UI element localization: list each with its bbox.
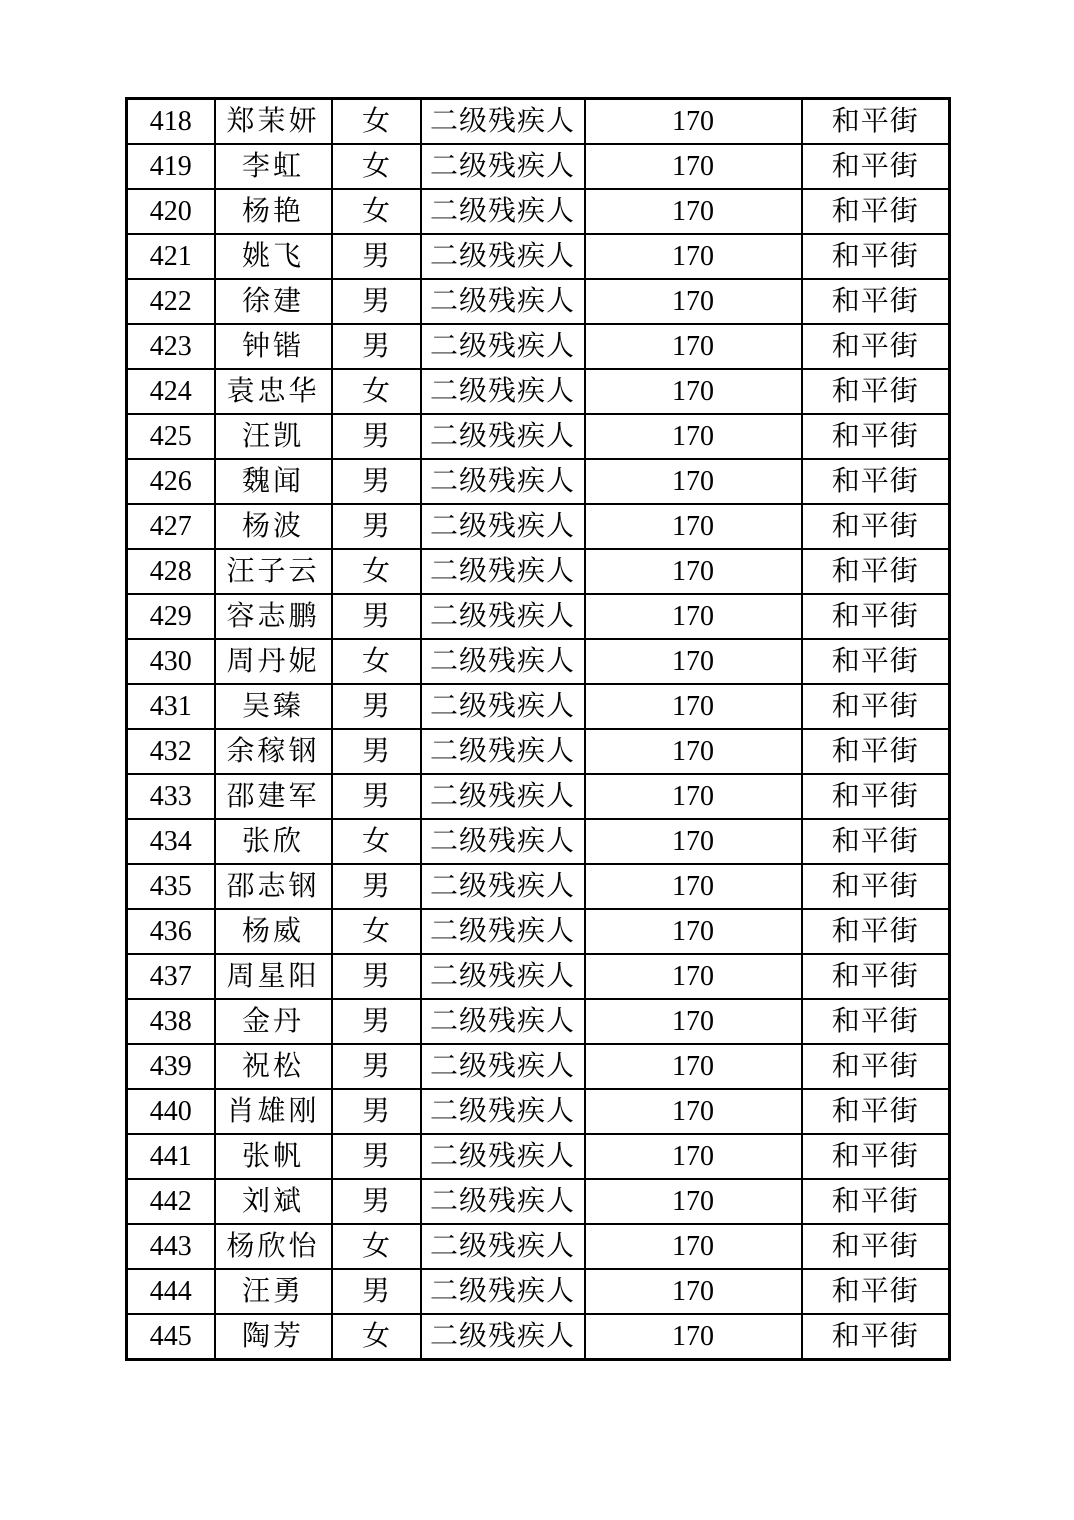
amount-cell: 170 — [585, 549, 802, 594]
category-cell: 二级残疾人 — [421, 1044, 585, 1089]
table-row — [127, 144, 950, 189]
row-number-cell: 426 — [127, 459, 215, 504]
table-row — [127, 864, 950, 909]
street-cell: 和平街 — [802, 279, 950, 324]
category-cell: 二级残疾人 — [421, 414, 585, 459]
category-cell: 二级残疾人 — [421, 1269, 585, 1314]
name-cell: 杨波 — [215, 504, 332, 549]
name-cell: 李虹 — [215, 144, 332, 189]
category-cell: 二级残疾人 — [421, 954, 585, 999]
category-cell: 二级残疾人 — [421, 144, 585, 189]
table-row — [127, 1179, 950, 1224]
category-cell: 二级残疾人 — [421, 1089, 585, 1134]
street-cell: 和平街 — [802, 189, 950, 234]
gender-cell: 男 — [332, 414, 421, 459]
amount-cell: 170 — [585, 999, 802, 1044]
row-number-cell: 439 — [127, 1044, 215, 1089]
amount-cell: 170 — [585, 594, 802, 639]
table-row — [127, 459, 950, 504]
amount-cell: 170 — [585, 1044, 802, 1089]
category-cell: 二级残疾人 — [421, 684, 585, 729]
street-cell: 和平街 — [802, 549, 950, 594]
row-number-cell: 428 — [127, 549, 215, 594]
table-row — [127, 279, 950, 324]
table-row — [127, 1224, 950, 1269]
street-cell: 和平街 — [802, 144, 950, 189]
category-cell: 二级残疾人 — [421, 639, 585, 684]
street-cell: 和平街 — [802, 594, 950, 639]
category-cell: 二级残疾人 — [421, 459, 585, 504]
name-cell: 张欣 — [215, 819, 332, 864]
row-number-cell: 430 — [127, 639, 215, 684]
table-row — [127, 999, 950, 1044]
row-number-cell: 441 — [127, 1134, 215, 1179]
street-cell: 和平街 — [802, 774, 950, 819]
gender-cell: 女 — [332, 369, 421, 414]
street-cell: 和平街 — [802, 459, 950, 504]
amount-cell: 170 — [585, 909, 802, 954]
name-cell: 汪勇 — [215, 1269, 332, 1314]
table-row — [127, 909, 950, 954]
name-cell: 金丹 — [215, 999, 332, 1044]
table-row — [127, 99, 950, 145]
gender-cell: 男 — [332, 504, 421, 549]
gender-cell: 女 — [332, 549, 421, 594]
name-cell: 杨威 — [215, 909, 332, 954]
gender-cell: 男 — [332, 1134, 421, 1179]
street-cell: 和平街 — [802, 1044, 950, 1089]
street-cell: 和平街 — [802, 864, 950, 909]
street-cell: 和平街 — [802, 369, 950, 414]
row-number-cell: 437 — [127, 954, 215, 999]
amount-cell: 170 — [585, 774, 802, 819]
category-cell: 二级残疾人 — [421, 1314, 585, 1360]
gender-cell: 男 — [332, 594, 421, 639]
row-number-cell: 420 — [127, 189, 215, 234]
category-cell: 二级残疾人 — [421, 864, 585, 909]
category-cell: 二级残疾人 — [421, 234, 585, 279]
row-number-cell: 445 — [127, 1314, 215, 1360]
amount-cell: 170 — [585, 234, 802, 279]
row-number-cell: 424 — [127, 369, 215, 414]
name-cell: 郑茉妍 — [215, 99, 332, 145]
amount-cell: 170 — [585, 369, 802, 414]
street-cell: 和平街 — [802, 954, 950, 999]
amount-cell: 170 — [585, 99, 802, 145]
gender-cell: 男 — [332, 234, 421, 279]
table-row — [127, 954, 950, 999]
category-cell: 二级残疾人 — [421, 324, 585, 369]
amount-cell: 170 — [585, 414, 802, 459]
name-cell: 魏闻 — [215, 459, 332, 504]
table-row — [127, 414, 950, 459]
street-cell: 和平街 — [802, 909, 950, 954]
row-number-cell: 422 — [127, 279, 215, 324]
name-cell: 钟锴 — [215, 324, 332, 369]
row-number-cell: 435 — [127, 864, 215, 909]
category-cell: 二级残疾人 — [421, 909, 585, 954]
name-cell: 汪子云 — [215, 549, 332, 594]
table-row — [127, 1269, 950, 1314]
name-cell: 余稼钢 — [215, 729, 332, 774]
street-cell: 和平街 — [802, 684, 950, 729]
row-number-cell: 444 — [127, 1269, 215, 1314]
amount-cell: 170 — [585, 144, 802, 189]
amount-cell: 170 — [585, 1224, 802, 1269]
gender-cell: 女 — [332, 144, 421, 189]
name-cell: 邵志钢 — [215, 864, 332, 909]
street-cell: 和平街 — [802, 234, 950, 279]
amount-cell: 170 — [585, 324, 802, 369]
street-cell: 和平街 — [802, 1134, 950, 1179]
category-cell: 二级残疾人 — [421, 549, 585, 594]
table-row — [127, 819, 950, 864]
table-body — [127, 99, 950, 1360]
gender-cell: 男 — [332, 324, 421, 369]
gender-cell: 男 — [332, 1179, 421, 1224]
table-row — [127, 774, 950, 819]
gender-cell: 女 — [332, 99, 421, 145]
row-number-cell: 438 — [127, 999, 215, 1044]
gender-cell: 男 — [332, 1269, 421, 1314]
row-number-cell: 440 — [127, 1089, 215, 1134]
amount-cell: 170 — [585, 1134, 802, 1179]
street-cell: 和平街 — [802, 99, 950, 145]
gender-cell: 男 — [332, 999, 421, 1044]
name-cell: 肖雄刚 — [215, 1089, 332, 1134]
gender-cell: 女 — [332, 189, 421, 234]
row-number-cell: 423 — [127, 324, 215, 369]
name-cell: 徐建 — [215, 279, 332, 324]
gender-cell: 女 — [332, 1224, 421, 1269]
street-cell: 和平街 — [802, 1224, 950, 1269]
table-row — [127, 504, 950, 549]
gender-cell: 女 — [332, 909, 421, 954]
table-row — [127, 1134, 950, 1179]
row-number-cell: 432 — [127, 729, 215, 774]
category-cell: 二级残疾人 — [421, 1179, 585, 1224]
street-cell: 和平街 — [802, 1269, 950, 1314]
name-cell: 杨艳 — [215, 189, 332, 234]
row-number-cell: 443 — [127, 1224, 215, 1269]
street-cell: 和平街 — [802, 999, 950, 1044]
gender-cell: 男 — [332, 1089, 421, 1134]
table-row — [127, 729, 950, 774]
gender-cell: 男 — [332, 459, 421, 504]
name-cell: 祝松 — [215, 1044, 332, 1089]
amount-cell: 170 — [585, 1314, 802, 1360]
beneficiary-table — [125, 97, 951, 1361]
name-cell: 汪凯 — [215, 414, 332, 459]
row-number-cell: 442 — [127, 1179, 215, 1224]
street-cell: 和平街 — [802, 639, 950, 684]
name-cell: 袁忠华 — [215, 369, 332, 414]
row-number-cell: 433 — [127, 774, 215, 819]
amount-cell: 170 — [585, 729, 802, 774]
table-row — [127, 1044, 950, 1089]
row-number-cell: 419 — [127, 144, 215, 189]
category-cell: 二级残疾人 — [421, 594, 585, 639]
category-cell: 二级残疾人 — [421, 819, 585, 864]
name-cell: 姚飞 — [215, 234, 332, 279]
gender-cell: 男 — [332, 729, 421, 774]
name-cell: 邵建军 — [215, 774, 332, 819]
category-cell: 二级残疾人 — [421, 504, 585, 549]
row-number-cell: 436 — [127, 909, 215, 954]
table-row — [127, 234, 950, 279]
street-cell: 和平街 — [802, 1314, 950, 1360]
row-number-cell: 427 — [127, 504, 215, 549]
gender-cell: 女 — [332, 1314, 421, 1360]
name-cell: 容志鹏 — [215, 594, 332, 639]
gender-cell: 女 — [332, 819, 421, 864]
street-cell: 和平街 — [802, 324, 950, 369]
gender-cell: 男 — [332, 684, 421, 729]
gender-cell: 男 — [332, 774, 421, 819]
category-cell: 二级残疾人 — [421, 189, 585, 234]
row-number-cell: 421 — [127, 234, 215, 279]
row-number-cell: 425 — [127, 414, 215, 459]
gender-cell: 男 — [332, 1044, 421, 1089]
amount-cell: 170 — [585, 1269, 802, 1314]
name-cell: 刘斌 — [215, 1179, 332, 1224]
gender-cell: 男 — [332, 864, 421, 909]
street-cell: 和平街 — [802, 729, 950, 774]
row-number-cell: 429 — [127, 594, 215, 639]
table-row — [127, 594, 950, 639]
category-cell: 二级残疾人 — [421, 279, 585, 324]
table-row — [127, 1089, 950, 1134]
name-cell: 吴臻 — [215, 684, 332, 729]
gender-cell: 男 — [332, 954, 421, 999]
street-cell: 和平街 — [802, 504, 950, 549]
gender-cell: 男 — [332, 279, 421, 324]
street-cell: 和平街 — [802, 819, 950, 864]
amount-cell: 170 — [585, 459, 802, 504]
row-number-cell: 434 — [127, 819, 215, 864]
row-number-cell: 418 — [127, 99, 215, 145]
amount-cell: 170 — [585, 819, 802, 864]
name-cell: 杨欣怡 — [215, 1224, 332, 1269]
amount-cell: 170 — [585, 954, 802, 999]
category-cell: 二级残疾人 — [421, 369, 585, 414]
amount-cell: 170 — [585, 1179, 802, 1224]
amount-cell: 170 — [585, 504, 802, 549]
amount-cell: 170 — [585, 279, 802, 324]
street-cell: 和平街 — [802, 414, 950, 459]
amount-cell: 170 — [585, 639, 802, 684]
category-cell: 二级残疾人 — [421, 1134, 585, 1179]
amount-cell: 170 — [585, 189, 802, 234]
name-cell: 张帆 — [215, 1134, 332, 1179]
category-cell: 二级残疾人 — [421, 99, 585, 145]
table-row — [127, 684, 950, 729]
amount-cell: 170 — [585, 864, 802, 909]
table-row — [127, 369, 950, 414]
table-row — [127, 189, 950, 234]
name-cell: 周星阳 — [215, 954, 332, 999]
amount-cell: 170 — [585, 684, 802, 729]
table-row — [127, 639, 950, 684]
street-cell: 和平街 — [802, 1089, 950, 1134]
table-row — [127, 1314, 950, 1360]
category-cell: 二级残疾人 — [421, 774, 585, 819]
category-cell: 二级残疾人 — [421, 1224, 585, 1269]
category-cell: 二级残疾人 — [421, 729, 585, 774]
row-number-cell: 431 — [127, 684, 215, 729]
table-row — [127, 324, 950, 369]
gender-cell: 女 — [332, 639, 421, 684]
name-cell: 周丹妮 — [215, 639, 332, 684]
amount-cell: 170 — [585, 1089, 802, 1134]
category-cell: 二级残疾人 — [421, 999, 585, 1044]
table-row — [127, 549, 950, 594]
street-cell: 和平街 — [802, 1179, 950, 1224]
name-cell: 陶芳 — [215, 1314, 332, 1360]
